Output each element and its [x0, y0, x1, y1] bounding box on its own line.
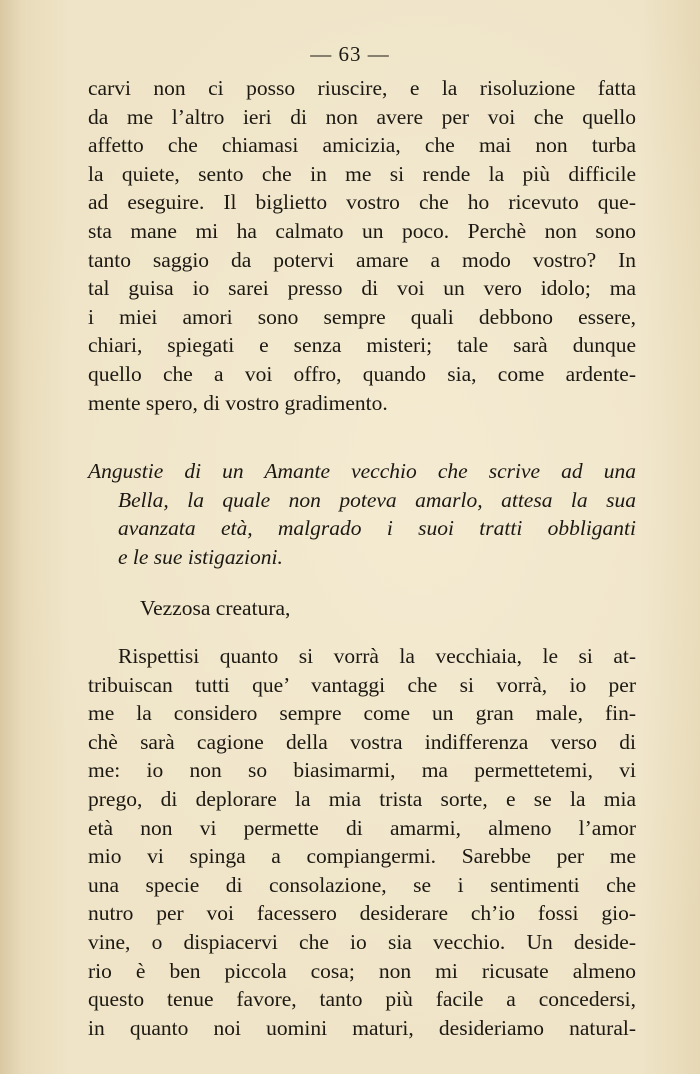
text-line: mente spero, di vostro gradimento. — [88, 390, 388, 415]
text-line: chè sarà cagione della vostra indifferenza verso di — [88, 729, 636, 754]
text-line: carvi non ci posso riuscire, e la risoluzione fatta — [88, 76, 636, 100]
text-line: me: io non so biasimarmi, ma permettetemi, vi — [88, 758, 636, 783]
paragraph-letter-body — [88, 642, 636, 1042]
text-line: nutro per voi facessero desiderare ch’io fossi gio- — [88, 901, 636, 926]
text-line: sta mane mi ha calmato un poco. Perchè non sono — [88, 218, 636, 243]
text-line: ad eseguire. Il biglietto vostro che ho ricevuto que- — [88, 190, 636, 215]
text-line: una specie di consolazione, se i sentimenti che — [88, 872, 636, 897]
text-line: rio è ben piccola cosa; non mi ricusate almeno — [88, 958, 636, 983]
text-line: in quanto noi uomini maturi, desideriamo natural- — [88, 1015, 636, 1040]
text-line: età non vi permette di amarmi, almeno l’amor — [88, 815, 636, 840]
text-line: affetto che chiamasi amicizia, che mai non turba — [88, 133, 636, 158]
text-line: i miei amori sono sempre quali debbono essere, — [88, 304, 636, 329]
text-line: vine, o dispiacervi che io sia vecchio. Un deside- — [88, 929, 636, 954]
paragraph-letter-ending — [88, 74, 636, 417]
heading-line: avanzata età, malgrado i suoi tratti obbliganti — [118, 516, 636, 541]
letter-heading — [88, 457, 636, 571]
salutation: Vezzosa creatura, — [140, 596, 291, 620]
text-line: me la considero sempre come un gran male, fin- — [88, 701, 636, 726]
text-line: da me l’altro ieri di non avere per voi che quello — [88, 104, 636, 129]
heading-line: Angustie di un Amante vecchio che scrive ad una — [88, 459, 636, 483]
heading-line: e le sue istigazioni. — [118, 544, 283, 569]
text-line: tribuiscan tutti que’ vantaggi che si vorrà, io per — [88, 672, 636, 697]
heading-line: Bella, la quale non poteva amarlo, attesa la sua — [118, 487, 636, 512]
text-line: questo tenue favore, tanto più facile a concedersi, — [88, 987, 636, 1012]
text-line: tanto saggio da potervi amare a modo vostro? In — [88, 247, 636, 272]
page-number: — 63 — — [310, 42, 390, 66]
text-line: Rispettisi quanto si vorrà la vecchiaia, le si at- — [118, 644, 636, 668]
text-line: tal guisa io sarei presso di voi un vero idolo; ma — [88, 276, 636, 301]
text-line: prego, di deplorare la mia trista sorte, e se la mia — [88, 786, 636, 811]
text-line: chiari, spiegati e senza misteri; tale sarà dunque — [88, 333, 636, 358]
text-line: la quiete, sento che in me si rende la più difficile — [88, 161, 636, 186]
text-line: mio vi spinga a compiangermi. Sarebbe per me — [88, 844, 636, 869]
text-line: quello che a voi offro, quando sia, come ardente- — [88, 361, 636, 386]
